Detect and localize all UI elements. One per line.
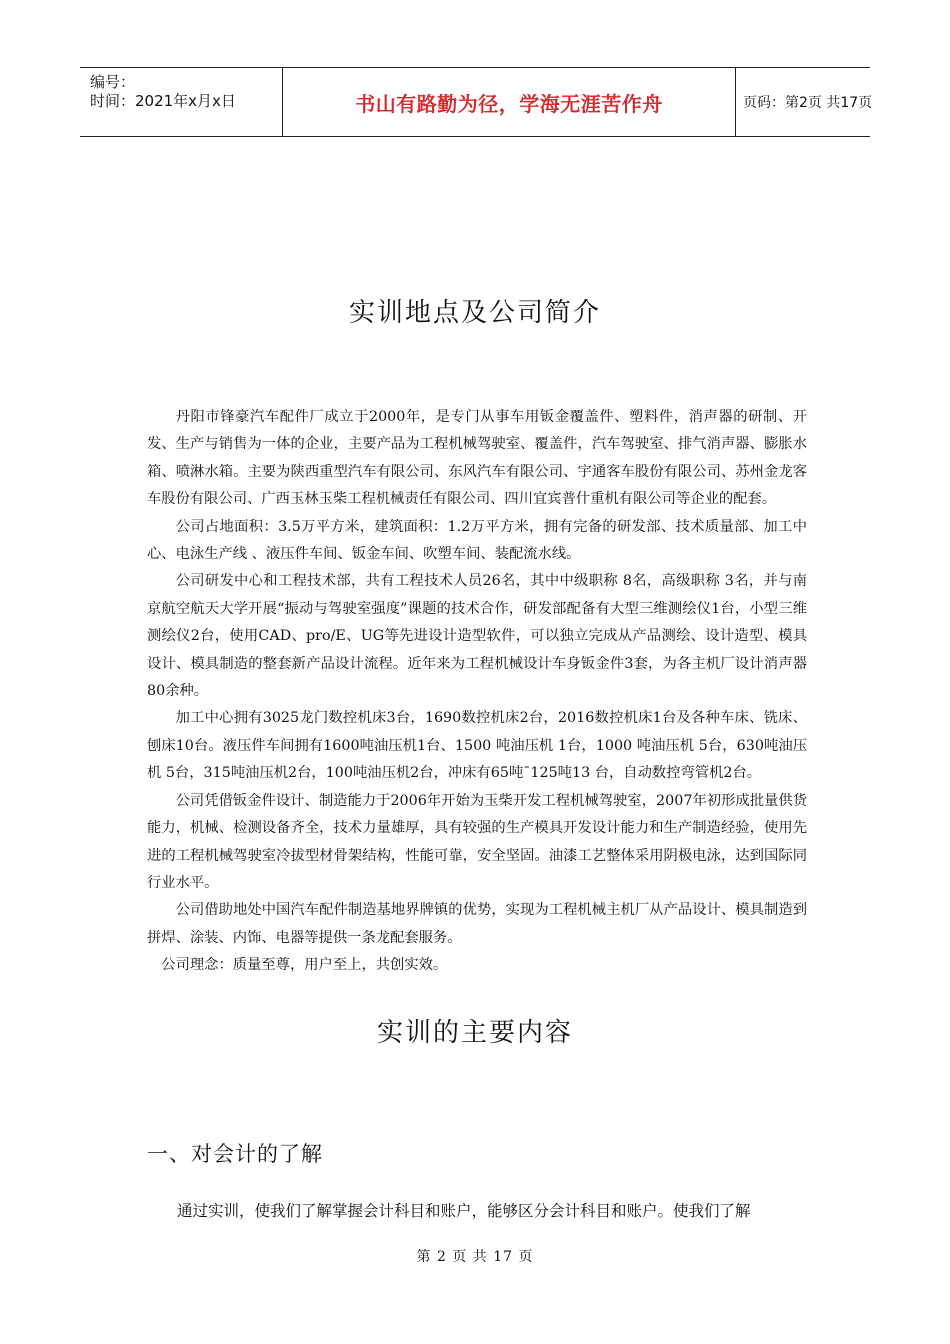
section-title: 实训的主要内容 — [376, 1018, 573, 1048]
header-motto: 书山有路勤为径，学海无涯苦作舟 — [355, 91, 663, 116]
paragraph-training: 通过实训，使我们了解掌握会计科目和账户，能够区分会计科目和账户。使我们了解 — [177, 1202, 751, 1220]
page-title: 实训地点及公司简介 — [348, 298, 601, 328]
paragraph: 丹阳市锋豪汽车配件厂成立于2000年，是专门从事车用钣金覆盖件、塑料件，消声器的研制、开发、生产与销售为一体的企业，主要产品为工程机械驾驶室、覆盖件，汽车驾驶室、排气消声器、膨胀水箱、喷淋水箱。主要为陕西重型汽车有限公司、东风汽车有限公司、宇通客车股份有限公司、苏州金龙客车股份有限公司、广西玉林玉柴工程机械责任有限公司、四川宜宾普什重机有限公司等企业的配套。 — [147, 409, 807, 508]
page-footer: 第 2 页 共 17 页 — [416, 1249, 534, 1265]
page-header — [80, 67, 873, 137]
company-philosophy: 公司理念：质量至尊，用户至上，共创实效。 — [161, 957, 448, 974]
header-page-info: 页码：第2页 共17页 — [743, 95, 873, 111]
paragraph: 加工中心拥有3025龙门数控机床3台，1690数控机床2台，2016数控机床1台及各种车床、铣床、刨床10台。液压件车间拥有1600吨油压机1台、1500 吨油压机 1台，1000 吨油压机 5台，630吨油压机 5台，315吨油压机2台，100吨油压机2台，冲床有65吨¯125吨13 台，自动数控弯管机2台。 — [147, 710, 807, 782]
document-date: 时间：2021年x月x日 — [90, 92, 236, 110]
paragraph: 公司借助地处中国汽车配件制造基地界牌镇的优势，实现为工程机械主机厂从产品设计、模具制造到拼焊、涂装、内饰、电器等提供一条龙配套服务。 — [147, 902, 807, 946]
paragraph: 公司凭借钣金件设计、制造能力于2006年开始为玉柴开发工程机械驾驶室，2007年初形成批量供货能力，机械、检测设备齐全，技术力量雄厚，具有较强的生产模具开发设计能力和生产制造经验，使用先进的工程机械驾驶室冷拔型材骨架结构，性能可靠，安全坚固。油漆工艺整体采用阴极电泳，达到国际同行业水平。 — [147, 792, 807, 891]
company-intro — [147, 404, 807, 980]
header-motto-cell — [282, 68, 736, 136]
header-meta — [80, 68, 282, 136]
paragraph: 公司研发中心和工程技术部，共有工程技术人员26名，其中中级职称 8名，高级职称 3名，并与南京航空航天大学开展“振动与驾驶室强度”课题的技术合作，研发部配备有大型三维测绘仪1台，小型三维测绘仪2台，使用CAD、pro/E、UG等先进设计造型软件，可以独立完成从产品测绘、设计造型、模具设计、模具制造的整套新产品设计流程。近年来为工程机械设计车身钣金件3套，为各主机厂设计消声器80余种。 — [147, 573, 807, 700]
heading-accounting: 一、对会计的了解 — [147, 1142, 323, 1166]
paragraph: 公司占地面积：3.5万平方米，建筑面积：1.2万平方米，拥有完备的研发部、技术质量部、加工中心、电泳生产线 、液压件车间、钣金车间、吹塑车间、装配流水线。 — [147, 518, 807, 563]
document-number-label: 编号： — [90, 73, 136, 91]
